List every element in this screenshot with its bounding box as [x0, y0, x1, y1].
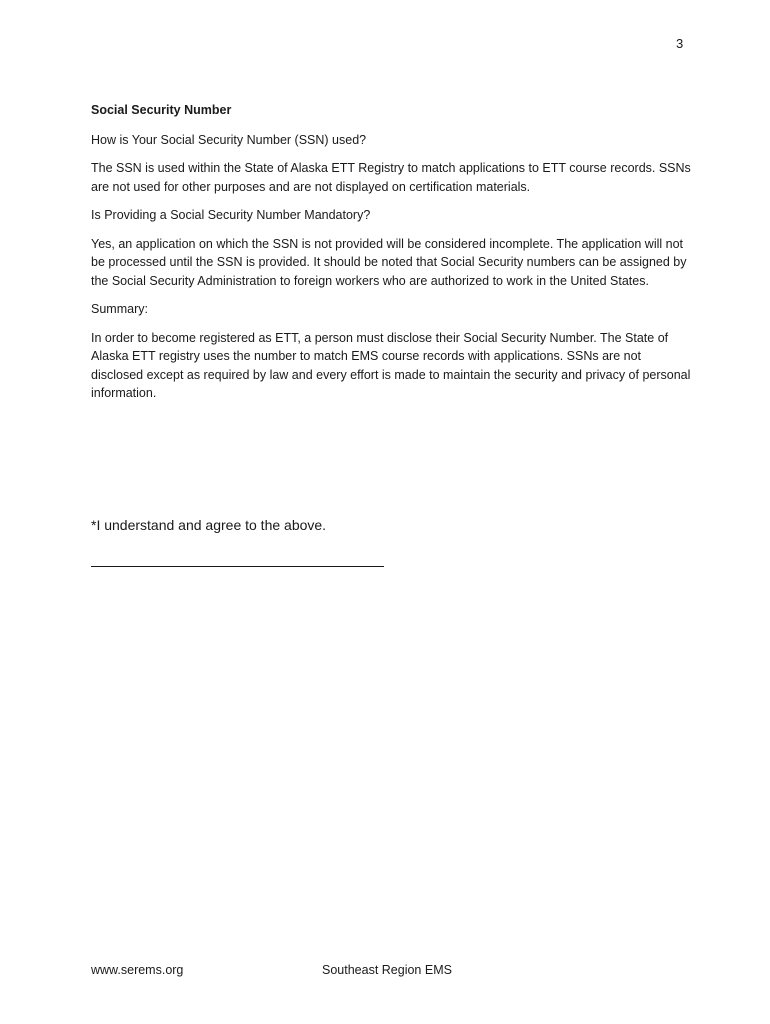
footer-website: www.serems.org: [91, 963, 184, 977]
paragraph-question-ssn-use: How is Your Social Security Number (SSN) used?: [91, 132, 367, 147]
paragraph-mandatory-answer: Yes, an application on which the SSN is not provided will be considered incomplete. The application will not be processed until the SSN is provided. It should be noted that Social Security numbers can be assigned by the Social Security Administration to foreign workers who are authorized to work in the United States.: [91, 236, 687, 288]
page-number: 3: [676, 36, 684, 51]
paragraph-summary-label: Summary:: [91, 302, 148, 316]
section-heading: Social Security Number: [91, 103, 232, 117]
paragraph-ssn-use-answer: The SSN is used within the State of Alaska ETT Registry to match applications to ETT course records. SSNs are not used for other purposes and are not displayed on certification materials.: [91, 161, 691, 194]
paragraph-summary-text: In order to become registered as ETT, a person must disclose their Social Security Number. The State of Alaska ETT registry uses the number to match EMS course records with applications. SSNs are not disclosed except as required by law and every effort is made to maintain the security and privacy of personal information.: [91, 330, 691, 400]
footer-organization: Southeast Region EMS: [322, 963, 452, 977]
agreement-statement: *I understand and agree to the above.: [91, 517, 327, 533]
document-body: [91, 101, 691, 413]
paragraph-question-mandatory: Is Providing a Social Security Number Mandatory?: [91, 208, 371, 222]
signature-line[interactable]: [91, 566, 384, 567]
